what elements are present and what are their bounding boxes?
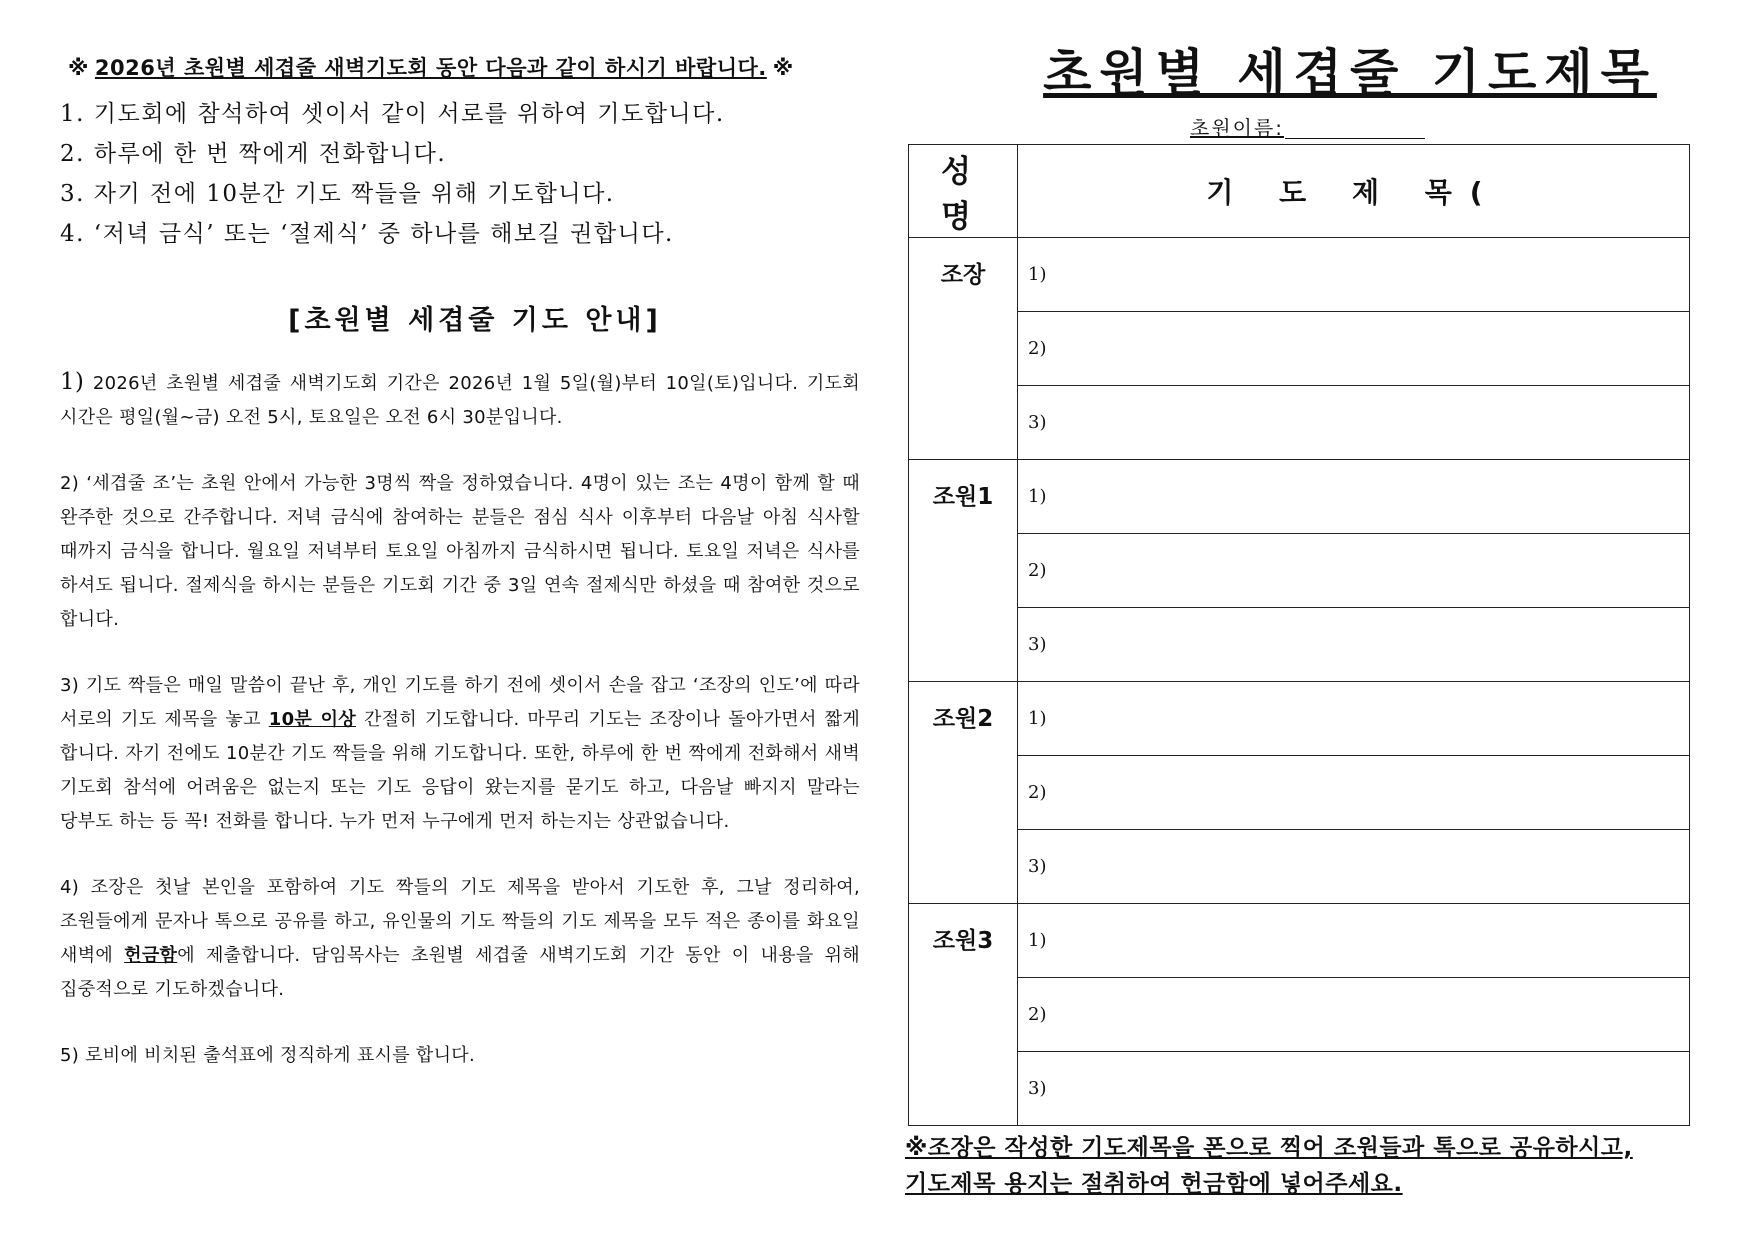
paragraph-text: 4) 조장은 첫날 본인을 포함하여 기도 짝들의 기도 제목을 받아서 기도한 후, 그날 정리하여, 조원들에게 문자나 톡으로 공유를 하고, 유인물의 기도 짝들의 기도 제목을 모두 적은 종이를 화요일 새벽에 [60,877,860,966]
group-name-member-3: 조원3 [909,904,1018,1126]
guide-paragraph-1 [60,365,860,435]
member-name-line [905,108,1695,144]
table-row [909,756,1690,830]
reference-mark-right: ※ [772,56,794,80]
guide-paragraph-3 [60,669,860,839]
emphasis-text: 10분 이상 [268,709,356,730]
form-footer-note [905,1130,1695,1202]
group-name-member-2: 조원2 [909,682,1018,904]
prayer-line[interactable]: 3) [1018,386,1690,460]
prayer-line[interactable]: 1) [1018,904,1690,978]
table-row [909,312,1690,386]
table-row [909,238,1690,312]
prayer-line[interactable]: 1) [1018,460,1690,534]
guide-paragraph-5: 5) 로비에 비치된 출석표에 정직하게 표시를 합니다. [60,1045,475,1066]
instructions-panel [60,52,860,1105]
prayer-line[interactable]: 2) [1018,534,1690,608]
group-name-leader: 조장 [909,238,1018,460]
table-row [909,682,1690,756]
form-title: 초원별 세겹줄 기도제목 [1043,44,1657,102]
name-column-header: 성 명 [909,145,1018,238]
reference-mark-left: ※ [68,56,89,80]
paragraph-text: 3) 기도 짝들은 매일 말씀이 끝난 후, 개인 기도를 하기 전에 셋이서 손을 잡고 ‘조장의 인도’에 따라 서로의 기도 제목을 놓고 [60,675,860,730]
paragraph-text: 2026년 초원별 세겹줄 새벽기도회 기간은 2026년 1월 5일(월)부터 10일(토)입니다. 기도회 시간은 평일(월~금) 오전 5시, 토요일은 오전 6시 30분입니다. [60,373,860,428]
rule-item: 4. ‘저녁 금식’ 또는 ‘절제식’ 중 하나를 해보길 권합니다. [60,221,674,247]
member-name-label: 초원이름: [1190,116,1285,140]
table-row [909,1052,1690,1126]
prayer-form [905,40,1695,1202]
table-row [909,830,1690,904]
guide-paragraph-4 [60,871,860,1007]
table-row [909,460,1690,534]
rule-item: 3. 자기 전에 10분간 기도 짝들을 위해 기도합니다. [60,181,615,207]
prayer-line[interactable]: 1) [1018,238,1690,312]
paragraph-number: 1) [60,369,85,395]
notice-heading-text: 2026년 초원별 세겹줄 새벽기도회 동안 다음과 같이 하시기 바랍니다. [94,56,767,80]
prayer-line[interactable]: 3) [1018,1052,1690,1126]
group-name-member-1: 조원1 [909,460,1018,682]
prayer-line[interactable]: 2) [1018,312,1690,386]
paragraph-text: 에 제출합니다. 담임목사는 초원별 세겹줄 새벽기도회 기간 동안 이 내용을 위해 집중적으로 기도하겠습니다. [60,945,860,1000]
emphasis-text: 헌금함 [124,945,178,966]
table-row [909,904,1690,978]
table-header-row [909,145,1690,238]
prayer-line[interactable]: 1) [1018,682,1690,756]
paragraph-text: 간절히 기도합니다. 마무리 기도는 조장이나 돌아가면서 짧게 합니다. 자기 전에도 10분간 기도 짝들을 위해 기도합니다. 또한, 하루에 한 번 짝에게 전화해서 새벽 기도회 참석에 어려움은 없는지 또는 기도 응답이 왔는지를 묻기도 하고, 다음날 빠지지 말라는 당부도 하는 등 꼭! 전화를 합니다. 누가 먼저 누구에게 먼저 하는지는 상관없습니다. [60,709,861,832]
table-row [909,608,1690,682]
table-row [909,534,1690,608]
footer-line: ※조장은 작성한 기도제목을 폰으로 찍어 조원들과 톡으로 공유하시고, [905,1135,1633,1161]
table-row [909,386,1690,460]
guide-paragraph-2: 2) ‘세겹줄 조’는 초원 안에서 가능한 3명씩 짝을 정하였습니다. 4명이 있는 조는 4명이 함께 할 때 완주한 것으로 간주합니다. 저녁 금식에 참여하는 분들은 점심 식사 이후부터 다음날 아침 식사할 때까지 금식을 합니다. 월요일 저녁부터 토요일 아침까지 금식하시면 됩니다. 토요일 저녁은 식사를 하셔도 됩니다. 절제식을 하시는 분들은 기도회 기간 중 3일 연속 절제식만 하셨을 때 참여한 것으로 합니다. [60,473,860,630]
topic-column-header: 기 도 제 목( [1018,145,1690,238]
prayer-table [908,144,1690,1126]
prayer-line[interactable]: 2) [1018,978,1690,1052]
notice-heading [62,52,860,82]
guide-title: [초원별 세겹줄 기도 안내] [288,305,662,336]
rule-item: 2. 하루에 한 번 짝에게 전화합니다. [60,141,447,167]
rules-list [60,94,860,254]
rule-item: 1. 기도회에 참석하여 셋이서 같이 서로를 위하여 기도합니다. [60,101,725,127]
table-row [909,978,1690,1052]
prayer-line[interactable]: 3) [1018,608,1690,682]
footer-line: 기도제목 용지는 절취하여 헌금함에 넣어주세요. [905,1171,1403,1197]
prayer-line[interactable]: 2) [1018,756,1690,830]
member-name-field[interactable] [1285,138,1425,139]
prayer-line[interactable]: 3) [1018,830,1690,904]
